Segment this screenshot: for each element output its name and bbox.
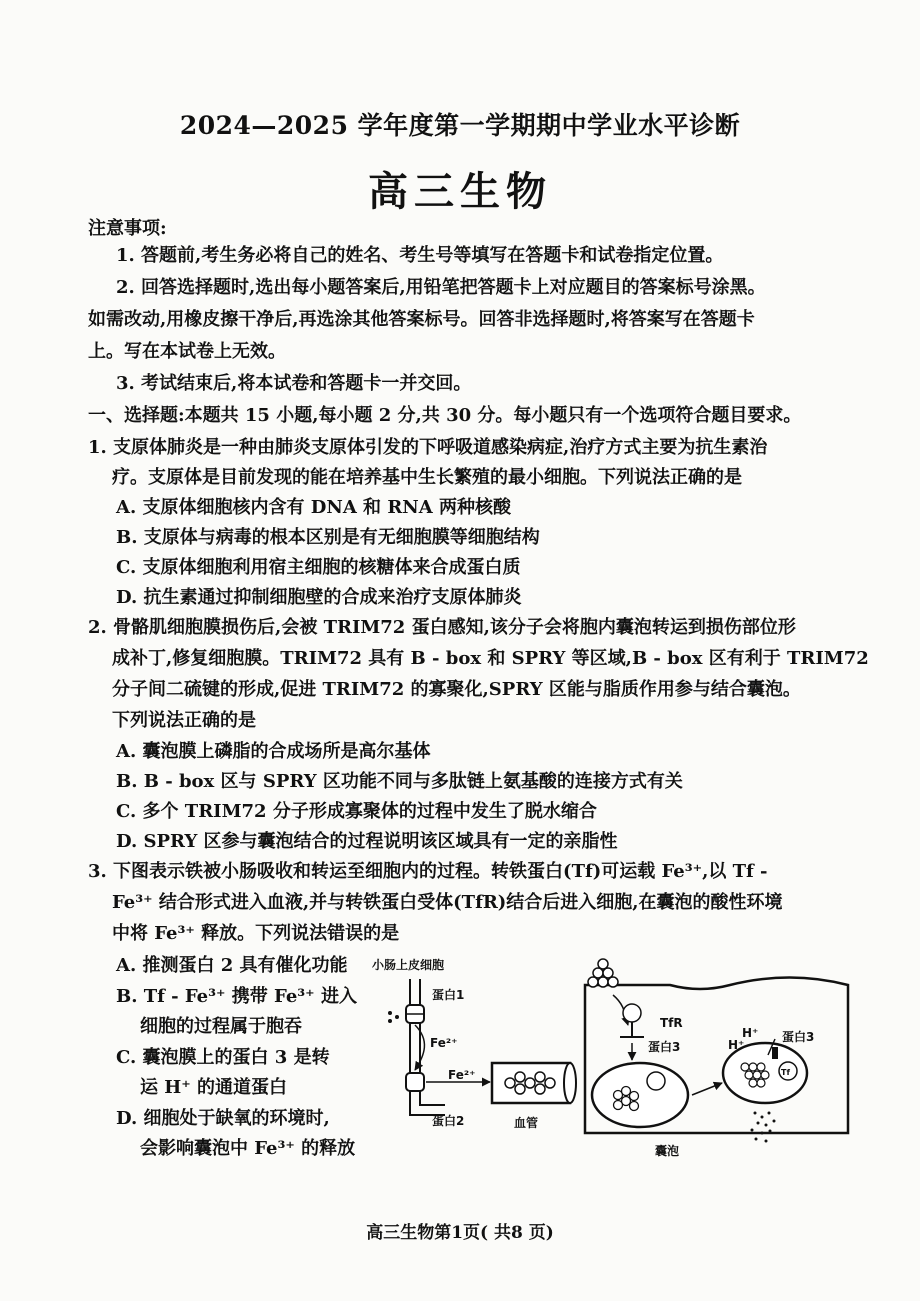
notice-item: 上。写在本试卷上无效。 bbox=[88, 341, 286, 362]
question-3-option-a: A. 推测蛋白 2 具有催化功能 bbox=[116, 955, 348, 976]
tf-label: Tf bbox=[781, 1068, 790, 1077]
blood-vessel bbox=[492, 1063, 576, 1103]
vessel-label: 血管 bbox=[514, 1116, 539, 1130]
tfr-label: TfR bbox=[660, 1016, 683, 1030]
exam-title: 2024—2025 学年度第一学期期中学业水平诊断 bbox=[179, 111, 741, 140]
question-3-option-b-cont: 细胞的过程属于胞吞 bbox=[140, 1016, 302, 1037]
question-2-option-a: A. 囊泡膜上磷脂的合成场所是高尔基体 bbox=[116, 741, 431, 762]
notice-item: 2. 回答选择题时,选出每小题答案后,用铅笔把答题卡上对应题目的答案标号涂黑。 bbox=[116, 277, 766, 298]
released-fe-dots bbox=[751, 1112, 776, 1143]
fe2-exit-label: Fe²⁺ bbox=[448, 1068, 476, 1082]
question-2-option-d: D. SPRY 区参与囊泡结合的过程说明该区域具有一定的亲脂性 bbox=[116, 831, 618, 852]
question-2-option-b: B. B - box 区与 SPRY 区功能不同与多肽链上氨基酸的连接方式有关 bbox=[116, 771, 683, 792]
question-3-option-c-cont: 运 H⁺ 的通道蛋白 bbox=[140, 1077, 288, 1098]
question-3-option-b: B. Tf - Fe³⁺ 携带 Fe³⁺ 进入 bbox=[116, 986, 357, 1007]
question-2-stem: 成补丁,修复细胞膜。TRIM72 具有 B - box 和 SPRY 等区域,B - box 区有利于 TRIM72 bbox=[112, 648, 869, 669]
question-1-option-a: A. 支原体细胞核内含有 DNA 和 RNA 两种核酸 bbox=[116, 497, 511, 518]
notice-heading: 注意事项: bbox=[88, 218, 167, 239]
cell-label: 小肠上皮细胞 bbox=[372, 958, 445, 972]
section-heading: 一、选择题:本题共 15 小题,每小题 2 分,共 30 分。每小题只有一个选项符合题目要求。 bbox=[88, 405, 802, 426]
vesicle-1 bbox=[592, 1063, 688, 1127]
protein-2-shape bbox=[406, 1073, 424, 1091]
question-2-option-c: C. 多个 TRIM72 分子形成寡聚体的过程中发生了脱水缩合 bbox=[116, 801, 597, 822]
question-3-stem: Fe³⁺ 结合形式进入血液,并与转铁蛋白受体(TfR)结合后进入细胞,在囊泡的酸性环境 bbox=[112, 892, 783, 913]
protein-2-label: 蛋白2 bbox=[432, 1114, 465, 1128]
question-2-stem: 下列说法正确的是 bbox=[112, 710, 256, 731]
tfr-receptor bbox=[620, 1004, 644, 1037]
h-label-2: H⁺ bbox=[742, 1026, 759, 1040]
question-1-stem: 疗。支原体是目前发现的能在培养基中生长繁殖的最小细胞。下列说法正确的是 bbox=[112, 467, 742, 488]
page-footer: 高三生物第1页( 共8 页) bbox=[366, 1223, 554, 1243]
protein-1-shape bbox=[406, 1005, 424, 1023]
question-1-option-c: C. 支原体细胞利用宿主细胞的核糖体来合成蛋白质 bbox=[116, 557, 521, 578]
h-label-1: H⁺ bbox=[728, 1038, 745, 1052]
iron-transport-diagram bbox=[370, 955, 850, 1170]
protein-3-label-b: 蛋白3 bbox=[782, 1030, 815, 1044]
notice-item: 如需改动,用橡皮擦干净后,再选涂其他答案标号。回答非选择题时,将答案写在答题卡 bbox=[88, 309, 755, 330]
protein-1-label: 蛋白1 bbox=[432, 988, 465, 1002]
notice-item: 3. 考试结束后,将本试卷和答题卡一并交回。 bbox=[116, 373, 472, 394]
question-1-option-d: D. 抗生素通过抑制细胞壁的合成来治疗支原体肺炎 bbox=[116, 587, 522, 608]
protein-3-label-a: 蛋白3 bbox=[648, 1040, 681, 1054]
fe2-label: Fe²⁺ bbox=[430, 1036, 458, 1050]
question-3-option-d: D. 细胞处于缺氧的环境时, bbox=[116, 1108, 330, 1129]
dots bbox=[388, 1011, 399, 1023]
vesicle-2 bbox=[723, 1043, 807, 1103]
question-1-option-b: B. 支原体与病毒的根本区别是有无细胞膜等细胞结构 bbox=[116, 527, 540, 548]
vesicle-label: 囊泡 bbox=[655, 1144, 680, 1158]
question-3-option-d-cont: 会影响囊泡中 Fe³⁺ 的释放 bbox=[140, 1138, 356, 1159]
tf-fe-cluster bbox=[588, 959, 618, 987]
question-1-stem: 1. 支原体肺炎是一种由肺炎支原体引发的下呼吸道感染病症,治疗方式主要为抗生素治 bbox=[88, 437, 768, 458]
question-3-stem: 3. 下图表示铁被小肠吸收和转运至细胞内的过程。转铁蛋白(Tf)可运载 Fe³⁺,以 Tf - bbox=[88, 861, 768, 882]
subject-title: 高三生物 bbox=[368, 168, 552, 215]
question-2-stem: 2. 骨骼肌细胞膜损伤后,会被 TRIM72 蛋白感知,该分子会将胞内囊泡转运到损伤部位形 bbox=[88, 617, 796, 638]
question-2-stem: 分子间二硫键的形成,促进 TRIM72 的寡聚化,SPRY 区能与脂质作用参与结合囊泡。 bbox=[112, 679, 801, 700]
question-3-stem: 中将 Fe³⁺ 释放。下列说法错误的是 bbox=[112, 923, 400, 944]
question-3-option-c: C. 囊泡膜上的蛋白 3 是转 bbox=[116, 1047, 330, 1068]
notice-item: 1. 答题前,考生务必将自己的姓名、考生号等填写在答题卡和试卷指定位置。 bbox=[116, 245, 724, 266]
